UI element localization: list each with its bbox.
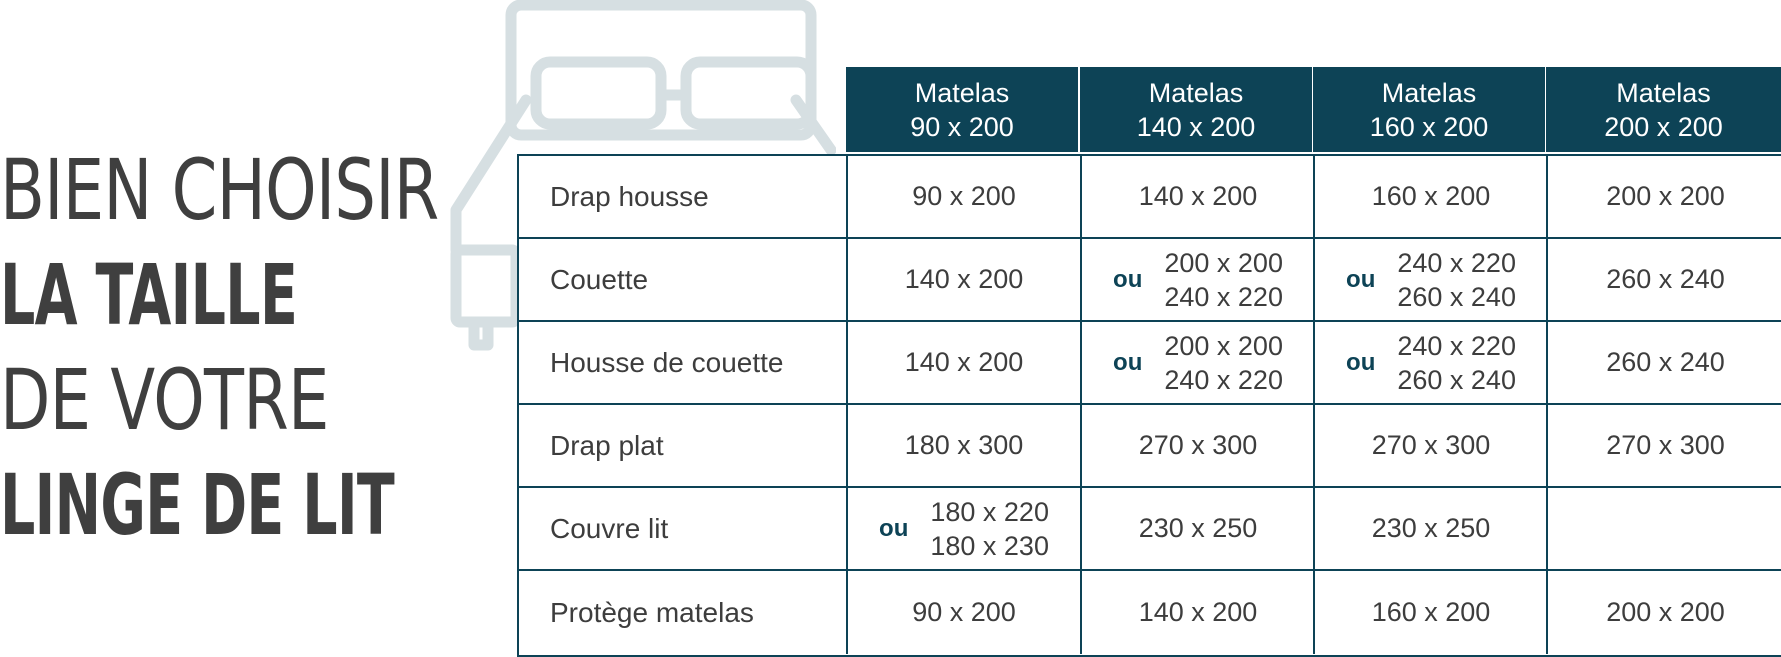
size-options (1397, 246, 1516, 314)
size-value: 90 x 200 (912, 181, 1016, 211)
size-value: 240 x 220 (1397, 330, 1516, 361)
size-cell (1548, 405, 1781, 486)
size-cell (1548, 156, 1781, 237)
size-cell (848, 322, 1080, 403)
size-value: 180 x 230 (930, 530, 1049, 561)
column-header-line-2: 200 x 200 (1604, 111, 1723, 142)
size-value: 230 x 250 (1371, 513, 1491, 543)
size-value: 90 x 200 (912, 597, 1016, 627)
size-cell (1548, 488, 1781, 569)
size-value: 260 x 240 (1397, 364, 1516, 395)
table-row (519, 156, 1781, 239)
column-header (1546, 67, 1781, 152)
title-line-1: BIEN CHOISIR (0, 141, 439, 239)
or-label: ou (1346, 265, 1376, 293)
size-value: 230 x 250 (1138, 513, 1258, 543)
table-row (519, 405, 1781, 488)
size-value: 200 x 200 (1164, 247, 1283, 278)
size-cell (1082, 156, 1314, 237)
column-header-line-1: Matelas (1148, 77, 1244, 108)
size-value: 270 x 300 (1138, 430, 1258, 460)
size-options (1164, 246, 1283, 314)
size-cell (1082, 571, 1314, 654)
size-value: 140 x 200 (904, 264, 1024, 294)
size-value: 240 x 220 (1164, 364, 1283, 395)
size-value: 270 x 300 (1606, 430, 1725, 460)
row-label: Couvre lit (550, 512, 669, 544)
size-cell (1315, 405, 1547, 486)
size-value: 200 x 200 (1164, 330, 1283, 361)
column-header-line-2: 90 x 200 (910, 111, 1014, 142)
table-row (519, 571, 1781, 654)
column-header-line-2: 140 x 200 (1136, 111, 1256, 142)
size-value: 260 x 240 (1606, 264, 1725, 294)
size-value: 260 x 240 (1606, 347, 1725, 377)
size-options (1397, 329, 1516, 397)
size-cell (1315, 571, 1547, 654)
column-header-line-1: Matelas (1381, 77, 1477, 108)
size-cell (1548, 239, 1781, 320)
size-cell (1315, 156, 1547, 237)
size-value: 270 x 300 (1371, 430, 1491, 460)
size-value: 200 x 200 (1606, 181, 1725, 211)
page-title (0, 138, 597, 558)
title-line-4: LINGE DE LIT (0, 456, 395, 554)
size-cell (1315, 239, 1547, 320)
size-value: 140 x 200 (904, 347, 1024, 377)
size-cell (848, 239, 1080, 320)
size-value: 140 x 200 (1138, 597, 1258, 627)
row-label: Housse de couette (550, 346, 784, 378)
size-cell (848, 571, 1080, 654)
size-value: 240 x 220 (1397, 247, 1516, 278)
table-row (519, 488, 1781, 571)
size-cell (1082, 322, 1314, 403)
size-value: 180 x 300 (904, 430, 1024, 460)
or-label: ou (1113, 265, 1143, 293)
table-row (519, 322, 1781, 405)
size-value: 180 x 220 (930, 496, 1049, 527)
column-header-line-2: 160 x 200 (1369, 111, 1489, 142)
row-label: Protège matelas (550, 596, 754, 628)
size-cell (1082, 488, 1314, 569)
column-header-line-1: Matelas (914, 77, 1010, 108)
table-row (519, 239, 1781, 322)
size-cell (1548, 322, 1781, 403)
or-label: ou (1346, 348, 1376, 376)
size-cell (1315, 322, 1547, 403)
title-line-3: DE VOTRE (0, 351, 329, 449)
size-value: 240 x 220 (1164, 281, 1283, 312)
row-label: Couette (550, 263, 649, 295)
size-cell (1082, 239, 1314, 320)
size-cell (848, 156, 1080, 237)
row-label: Drap housse (550, 180, 709, 212)
size-cell (1548, 571, 1781, 654)
column-header-line-1: Matelas (1616, 77, 1711, 108)
size-cell (1315, 488, 1547, 569)
size-cell (848, 488, 1080, 569)
row-label: Drap plat (550, 429, 664, 461)
column-header (846, 67, 1078, 152)
size-cell (1082, 405, 1314, 486)
size-options (930, 495, 1049, 563)
size-value: 260 x 240 (1397, 281, 1516, 312)
size-value: 140 x 200 (1138, 181, 1258, 211)
or-label: ou (879, 514, 909, 542)
title-line-2: LA TAILLE (0, 246, 298, 344)
size-cell (848, 405, 1080, 486)
column-header (1313, 67, 1545, 152)
column-header (1080, 67, 1312, 152)
size-value: 200 x 200 (1606, 597, 1725, 627)
size-value: 160 x 200 (1371, 181, 1491, 211)
size-value: 160 x 200 (1371, 597, 1491, 627)
size-table-body (517, 154, 1781, 657)
size-options (1164, 329, 1283, 397)
or-label: ou (1113, 348, 1143, 376)
